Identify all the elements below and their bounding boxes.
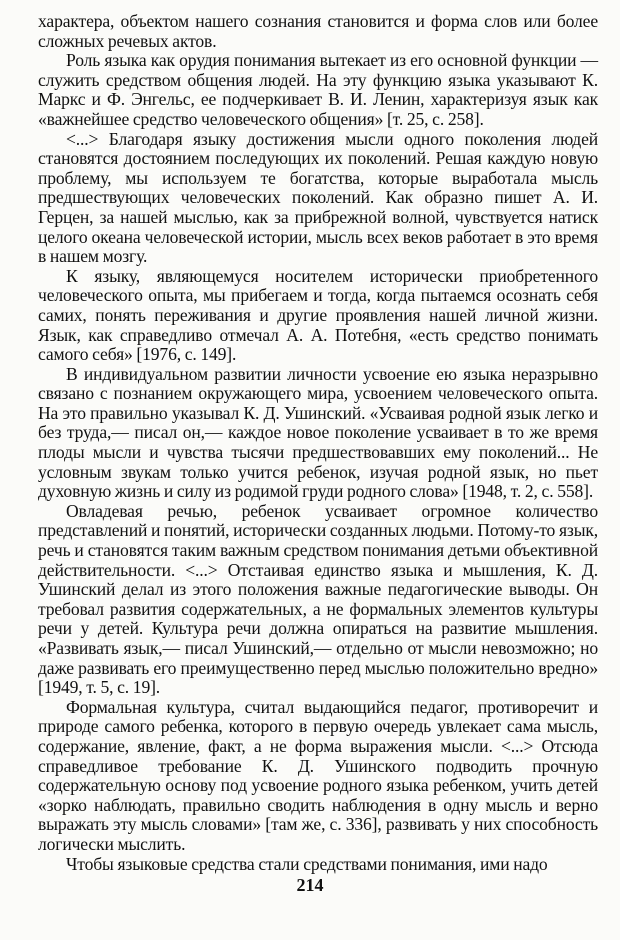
- paragraph-language-as-tool: Роль языка как орудия понимания вытекает из его основной функции — служить средством общения людей. На эту функцию языка указывают К. Маркс и Ф. Энгельс, ее подчеркивает В. И. Ленин, характеризуя язык как «важнейшее средство человеческого общения» [т. 25, с. 258].: [38, 50, 598, 129]
- paragraph-mastering-speech: Овладевая речью, ребенок усваивает огромное количество представлений и понятий, исторически созданных людьми. Потому-то язык, речь и становятся таким важным средством понимания детьми объективной действительности. <...> Отстаивая единство языка и мышления, К. Д. Ушинский делал из этого положения важные педагогические выводы. Он требовал развития содержательных, а не формальных элементов культуры речи у детей. Культура речи должна опираться на развитие мышления. «Развивать язык,— писал Ушинский,— отдельно от мысли невозможно; но даже развивать его преимущественно перед мыслью положительно вредно» [1949, т. 5, с. 19].: [38, 500, 599, 698]
- body-text: [38, 12, 598, 874]
- paragraph-continuation: характера, объектом нашего сознания становится и форма слов или более сложных речевых актов.: [38, 11, 598, 51]
- paragraph-formal-culture: Формальная культура, считал выдающийся педагог, противоречит и природе самого ребенка, которого в первую очередь увлекает сама мысль, содержание, явление, факт, а не форма выражения мысли. <...> Отсюда справедливое требование К. Д. Ушинского подводить прочную содержательную основу под усвоение родного языка ребенком, учить детей «зорко наблюдать, правильно сводить наблюдения в одну мысль и верно выражать эту мысль словами» [там же, с. 336], развивать у них способность логически мыслить.: [38, 696, 598, 854]
- page-number: 214: [296, 875, 324, 895]
- paragraph-self-understanding: К языку, являющемуся носителем исторически приобретенного человеческого опыта, мы прибегаем и тогда, когда пытаемся осознать себя самих, понять переживания и другие проявления нашей личной жизни. Язык, как справедливо отмечал А. А. Потебня, «есть средство понимать самого себя» [1976, с. 149].: [38, 265, 598, 365]
- paragraph-closing-line: Чтобы языковые средства стали средствами понимания, ими надо: [66, 853, 548, 874]
- paragraph-generations: <...> Благодаря языку достижения мысли одного поколения людей становятся достоянием последующих их поколений. Решая каждую новую проблему, мы используем те богатства, которые выработала мысль предшествующих человеческих поколений. Как образно пишет А. И. Герцен, за нашей мыслью, как за прибрежной волной, чувствуется натиск целого океана человеческой истории, мысль всех веков работает в это время в нашем мозгу.: [38, 128, 598, 267]
- paragraph-individual-development: В индивидуальном развитии личности усвоение ею языка неразрывно связано с познанием окружающего мира, усвоением человеческого опыта. На это правильно указывал К. Д. Ушинский. «Усваивая родной язык легко и без труда,— писал он,— каждое новое поколение усваивает в то же время плоды мысли и чувства тысячи предшествовавших ему поколений... Не условным звукам только учится ребенок, изучая родной язык, но пьет духовную жизнь и силу из родимой груди родного слова» [1948, т. 2, с. 558].: [38, 363, 598, 502]
